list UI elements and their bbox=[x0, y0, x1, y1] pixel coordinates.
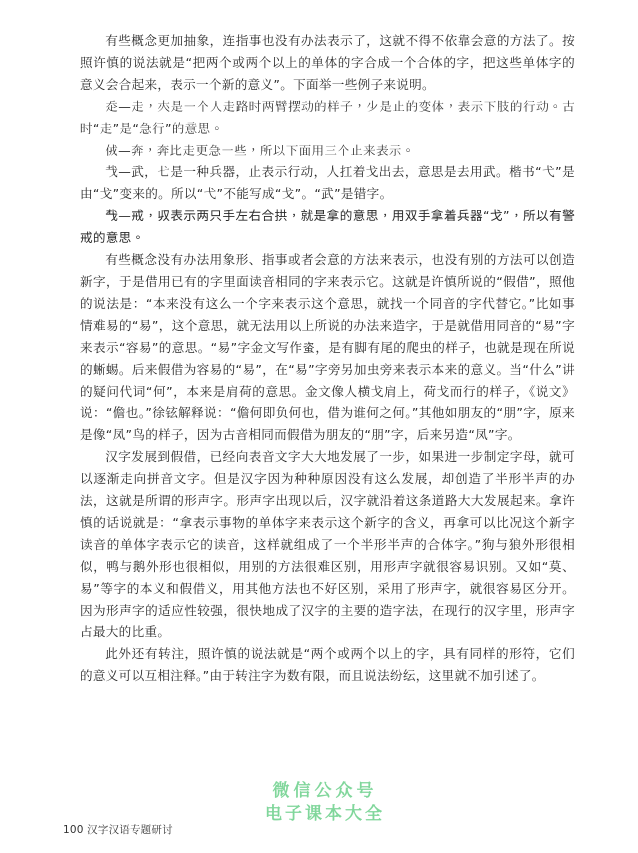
paragraph-jiajie: 有些概念没有办法用象形、指事或者会意的方法来表示，也没有别的方法可以创造新字，于是借用已有的字里面读音相同的字来表示它。这就是许慎所说的“假借”，照他的说法是：“本来没有这么一个字来表示这个意思，就找一个同音的字代替它。”比如事情难易的“易”，这个意思，就无法用以上所说的办法来造字，于是就借用同音的“易”字来表示“容易”的意思。“易”字金文写作𧊒，是有脚有尾的爬虫的样子，也就是现在所说的蜥蜴。后来假借为容易的“易”，在“易”字旁另加虫旁来表示本来的意义。当“什么”讲的疑问代词“何”，本来是肩荷的意思。金文像人横戈肩上，荷戈而行的样子，《说文》说：“儋也。”徐铉解释说：“儋何即负何也，借为谁何之何。”其他如朋友的“朋”字，原来是像“凤”鸟的样子，因为古音相同而假借为朋友的“朋”字，后来另造“凤”字。 bbox=[80, 252, 575, 443]
body-text bbox=[80, 30, 575, 687]
watermark-line1: 微信公众号 bbox=[272, 781, 378, 801]
paragraph-xingsheng: 汉字发展到假借，已经向表音文字大大地发展了一步，如果进一步制定字母，就可以逐渐走向拼音文字。但是汉字因为种种原因没有这么发展，却创造了半形半声的办法，这就是所谓的形声字。形声字出现以后，汉字就沿着这条道路大大发展起来。拿许慎的话说就是：“拿表示事物的单体字来表示这个新字的含义，再拿可以比况这个新字读音的单体字表示它的读音，这样就组成了一个半形半声的合体字。”狗与狼外形很相似，鸭与鹅外形也很相似，用别的方法很难区别，用形声字就很容易识别。又如“莫、易”等字的本义和假借义，用其他方法也不好区别，采用了形声字，就很容易区分开。因为形声字的适应性较强，很快地成了汉字的主要的造字法，在现行的汉字里，形声字占最大的比重。 bbox=[80, 449, 575, 640]
watermark-line2: 电子课本大全 bbox=[265, 804, 385, 824]
paragraph-zou: 𧺆—走，𡗕是一个人走路时两臂摆动的样子，𣥂是止的变体，表示下肢的行动。古时“走”是“急行”的意思。 bbox=[80, 98, 575, 136]
paragraph-jie: 𢦔—戒，𠬞表示两只手左右合拱，就是拿的意思，用双手拿着兵器“戈”，所以有警戒的意思。 bbox=[80, 208, 575, 246]
paragraph-wu: 𢦏—武，𢍺是一种兵器，止表示行动，人扛着戈出去，意思是去用武。楷书“弋”是由“戈”变来的。所以“弋”不能写成“戈”。“武”是错字。 bbox=[80, 164, 575, 202]
page-footer: 100 汉字汉语专题研讨 bbox=[63, 824, 173, 836]
watermark bbox=[255, 779, 395, 825]
paragraph-zhuanzhu: 此外还有转注，照许慎的说法就是“两个或两个以上的字，具有同样的形符，它们的意义可以互相注释。”由于转注字为数有限，而且说法纷纭，这里就不加引述了。 bbox=[80, 646, 575, 684]
paragraph-ben: 𠈋—奔，奔比走更急一些，所以下面用三个止来表示。 bbox=[105, 142, 415, 158]
paragraph-huiyi-intro: 有些概念更加抽象，连指事也没有办法表示了，这就不得不依靠会意的方法了。按照许慎的说法就是“把两个或两个以上的单体的字合成一个合体的字，把这些单体字的意义会合起来，表示一个新的意义”。下面举一些例子来说明。 bbox=[80, 33, 575, 92]
